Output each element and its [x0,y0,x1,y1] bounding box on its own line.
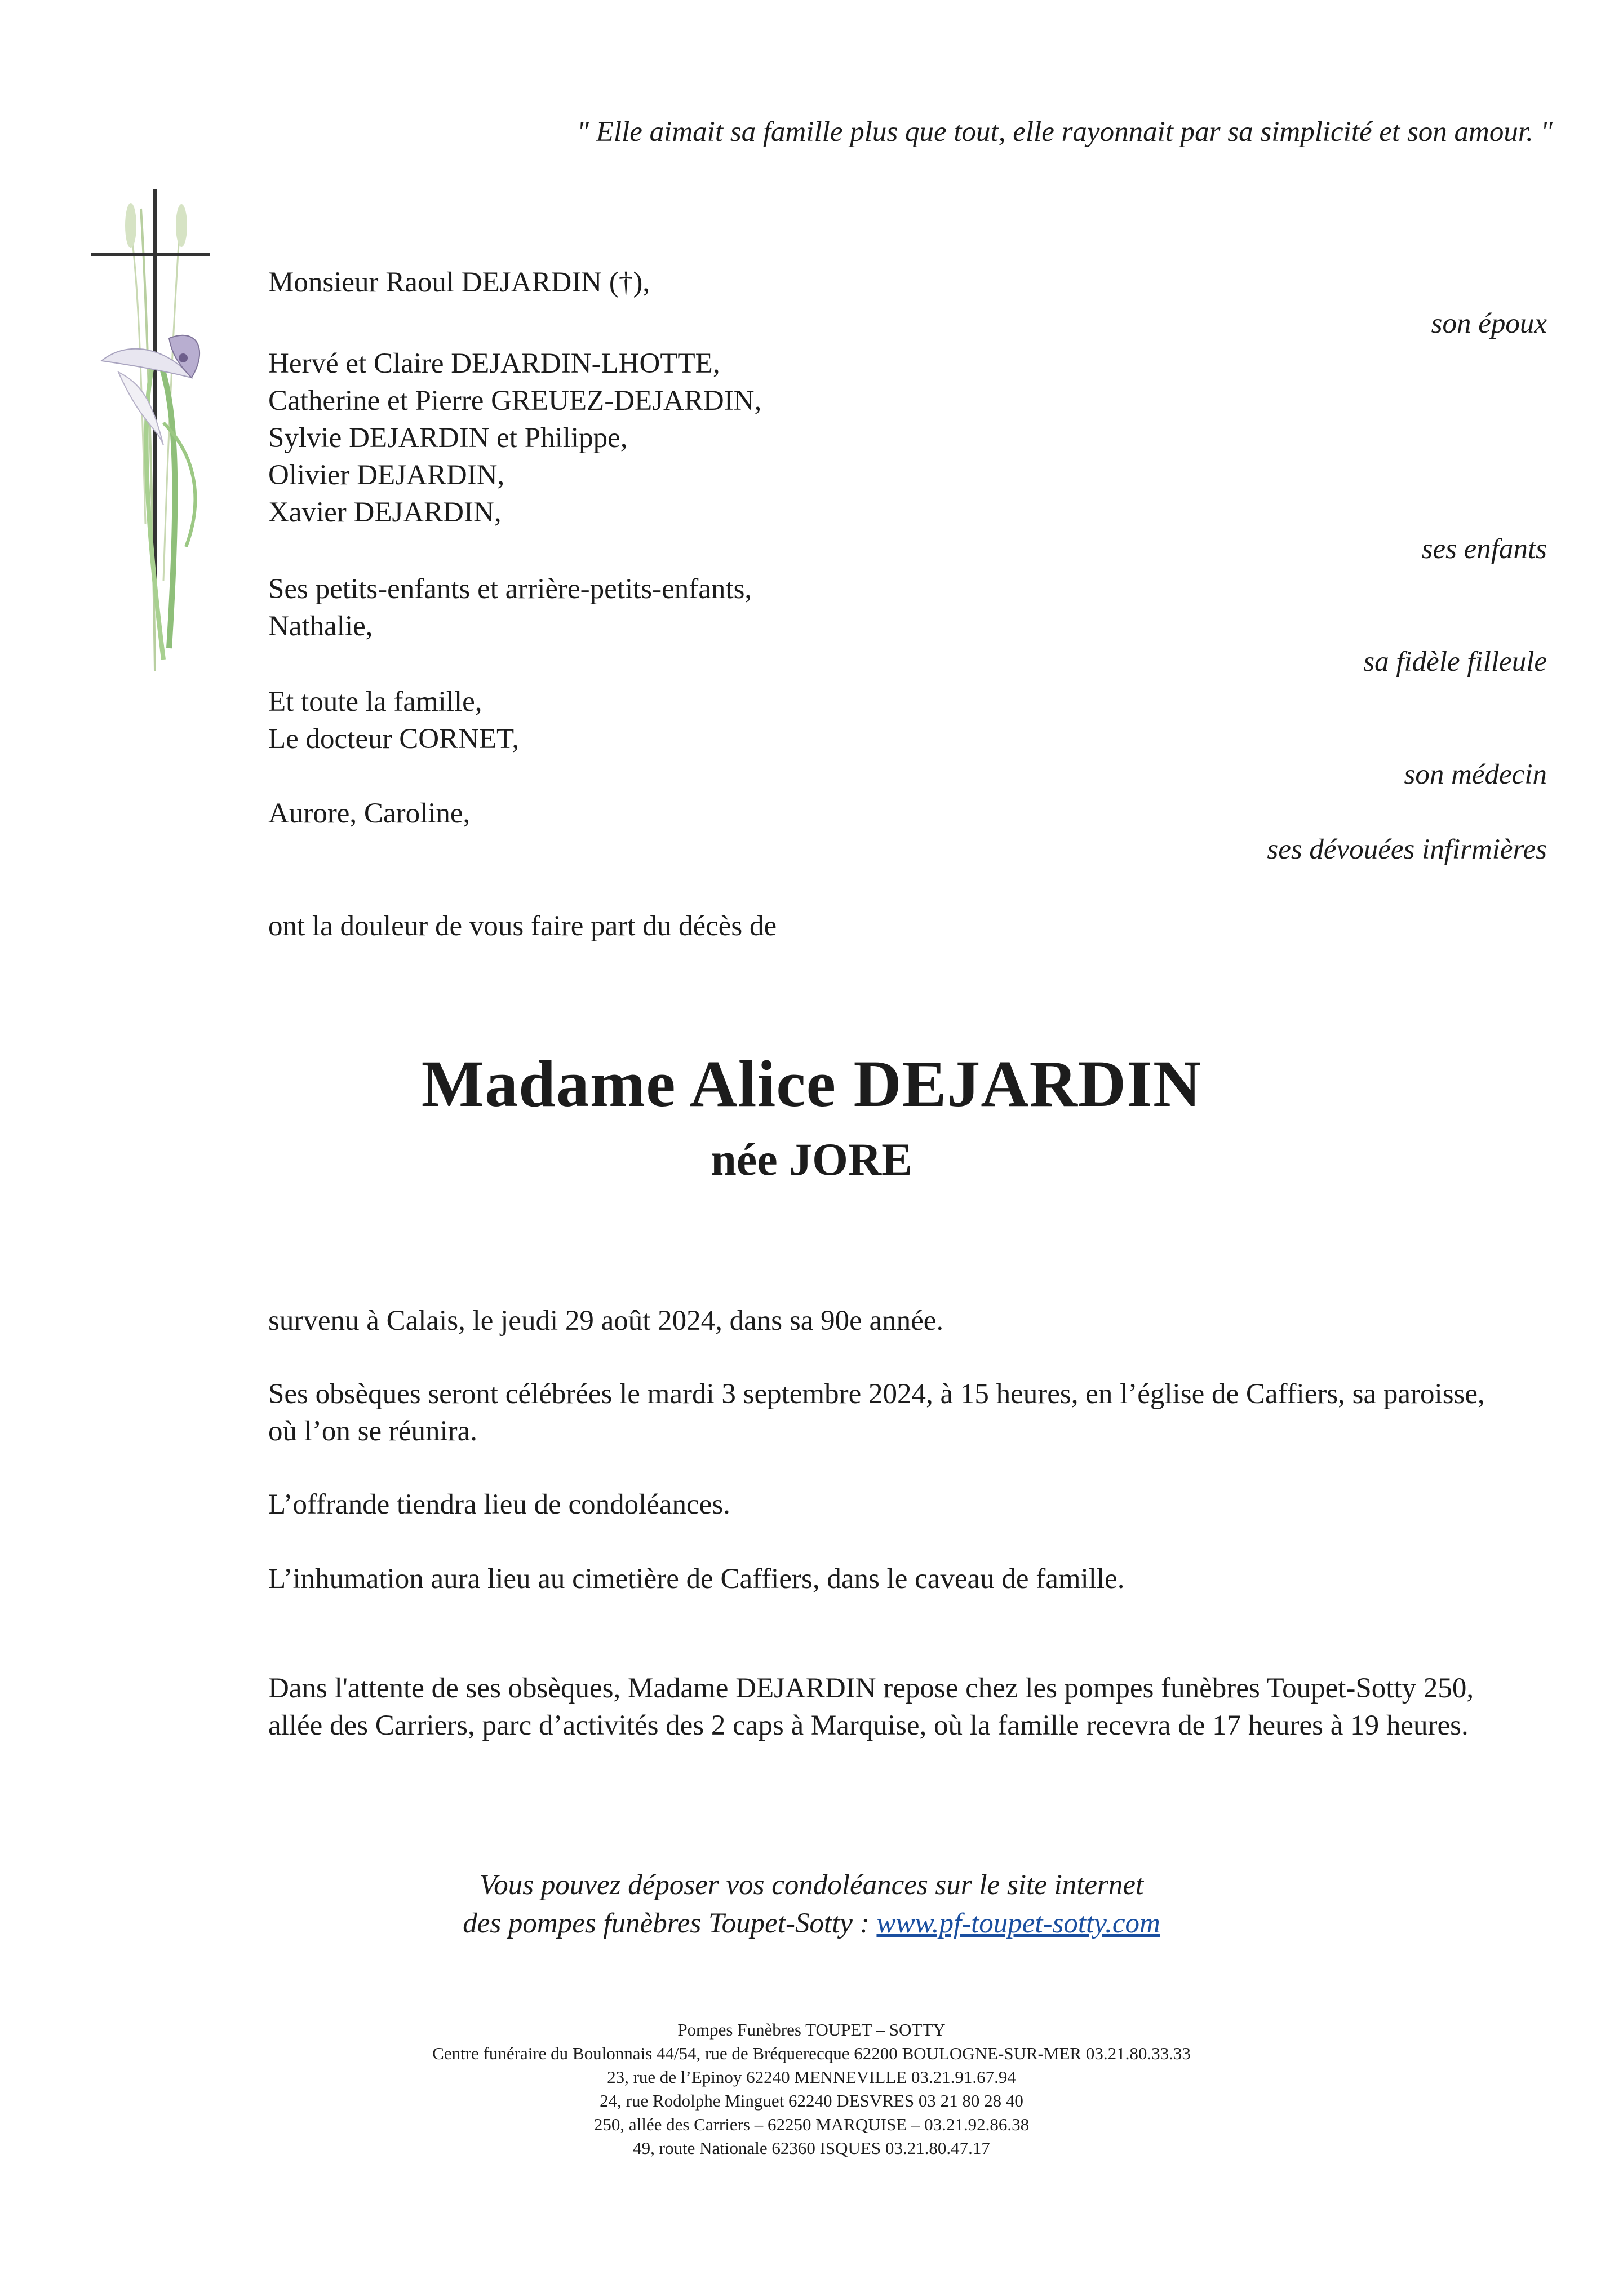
child-5: Xavier DEJARDIN, [268,497,502,528]
condolences-line-2-text: des pompes funèbres Toupet-Sotty : [463,1908,877,1939]
footer-address-2: 23, rue de l’Epinoy 62240 MENNEVILLE 03.21.91.67.94 [607,2067,1016,2087]
family-all: Et toute la famille, [268,686,482,718]
spouse-role: son époux [1431,308,1547,339]
grandchildren: Ses petits-enfants et arrière-petits-enfants, [268,573,752,605]
doctor: Le docteur CORNET, [268,723,520,755]
child-3: Sylvie DEJARDIN et Philippe, [268,422,628,454]
condolences-block [0,1866,1623,1943]
deceased-name: Madame Alice DEJARDIN [421,1047,1202,1121]
footer-company: Pompes Funèbres TOUPET – SOTTY [677,2020,946,2040]
condolences-line-1: Vous pouvez déposer vos condoléances sur le site internet [479,1869,1144,1901]
goddaughter: Nathalie, [268,611,373,642]
footer-address-5: 49, route Nationale 62360 ISQUES 03.21.80.47.17 [633,2138,990,2158]
quote: " Elle aimait sa famille plus que tout, elle rayonnait par sa simplicité et son amour. " [577,116,1553,148]
goddaughter-role: sa fidèle filleule [1363,646,1547,678]
nurses: Aurore, Caroline, [268,798,471,829]
footer-address-1: Centre funéraire du Boulonnais 44/54, rue de Bréquerecque 62200 BOULOGNE-SUR-MER 03.21.80.33.33 [432,2043,1191,2063]
doctor-role: son médecin [1404,759,1547,790]
death-detail: survenu à Calais, le jeudi 29 août 2024, dans sa 90e année. [268,1305,944,1337]
cross-with-lily-icon [85,186,242,682]
offering-detail: L’offrande tiendra lieu de condoléances. [268,1489,730,1520]
child-2: Catherine et Pierre GREUEZ-DEJARDIN, [268,385,762,417]
funeral-detail: Ses obsèques seront célébrées le mardi 3 septembre 2024, à 15 heures, en l’église de Caffiers, sa paroisse, où l’on se réunira. [268,1378,1485,1447]
deceased-born: née JORE [711,1134,912,1185]
footer-address-4: 250, allée des Carriers – 62250 MARQUISE – 03.21.92.86.38 [593,2114,1030,2134]
website-link[interactable]: www.pf-toupet-sotty.com [876,1908,1160,1939]
announcement-intro: ont la douleur de vous faire part du décès de [268,910,777,942]
footer [0,2018,1623,2160]
children-role: ses enfants [1421,533,1547,565]
rest-detail: Dans l'attente de ses obsèques, Madame DEJARDIN repose chez les pompes funèbres Toupet-Sotty 250, allée des Carriers, parc d’activités des 2 caps à Marquise, où la famille recevra de 17 heures à 19 heures. [268,1673,1474,1741]
spouse: Monsieur Raoul DEJARDIN (†), [268,267,650,298]
condolences-line-2 [0,1904,1623,1943]
burial-detail: L’inhumation aura lieu au cimetière de Caffiers, dans le caveau de famille. [268,1563,1125,1595]
footer-address-3: 24, rue Rodolphe Minguet 62240 DESVRES 03 21 80 28 40 [600,2091,1023,2111]
child-1: Hervé et Claire DEJARDIN-LHOTTE, [268,348,720,379]
nurses-role: ses dévouées infirmières [1267,834,1547,865]
child-4: Olivier DEJARDIN, [268,459,505,491]
